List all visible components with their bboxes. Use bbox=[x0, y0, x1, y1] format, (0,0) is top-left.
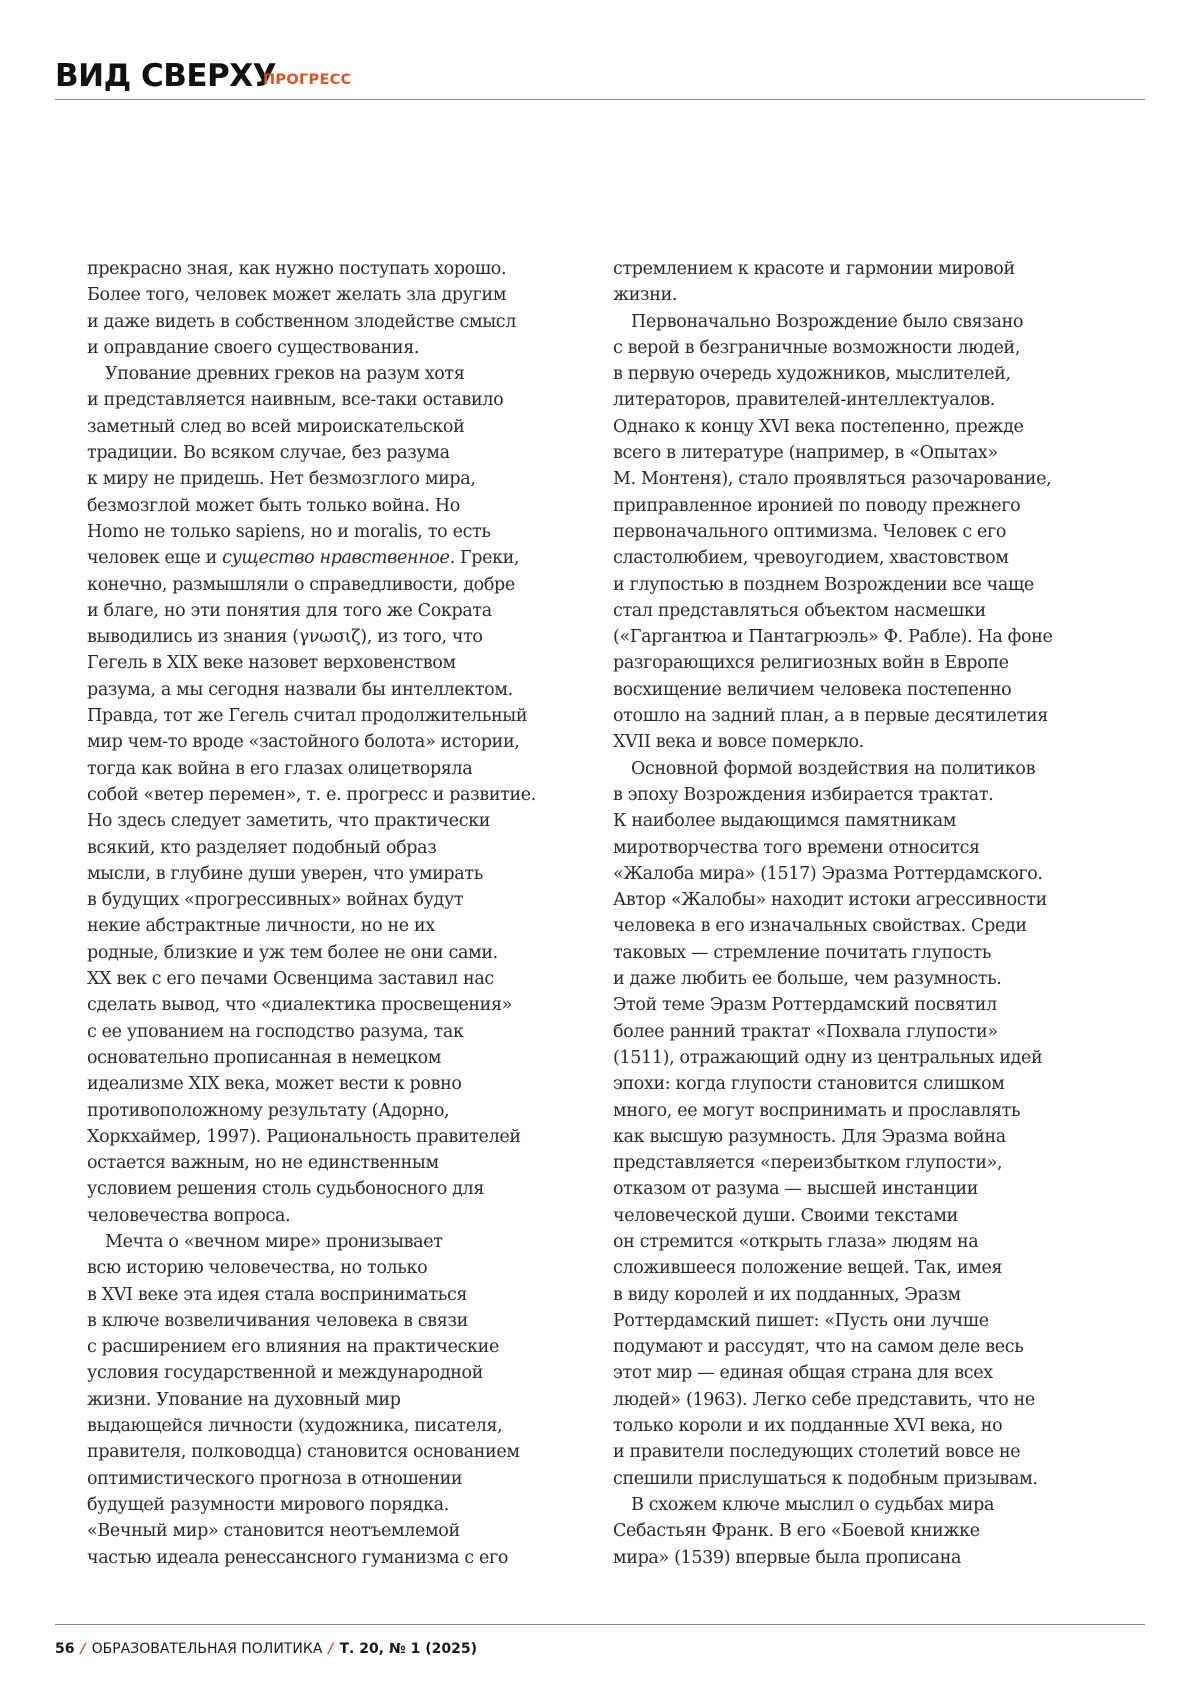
section-title: ВИД СВЕРХУ bbox=[55, 58, 276, 94]
text-line: конечно, размышляли о справедливости, добре bbox=[87, 572, 536, 598]
text-line: первоначального оптимизма. Человек с его bbox=[613, 519, 1053, 545]
text-line: основательно прописанная в немецком bbox=[87, 1045, 536, 1071]
text-line: XVII века и вовсе померкло. bbox=[613, 729, 1053, 755]
text-line: «Вечный мир» становится неотъемлемой bbox=[87, 1518, 536, 1544]
text-line: в будущих «прогрессивных» войнах будут bbox=[87, 887, 536, 913]
text-line: Первоначально Возрождение было связано bbox=[613, 309, 1053, 335]
text-line: в первую очередь художников, мыслителей, bbox=[613, 361, 1053, 387]
text-line: Гегель в XIX веке назовет верховенством bbox=[87, 650, 536, 676]
text-line: восхищение величием человека постепенно bbox=[613, 677, 1053, 703]
text-line: стремлением к красоте и гармонии мировой bbox=[613, 256, 1053, 282]
text-line: этот мир — единая общая страна для всех bbox=[613, 1360, 1053, 1386]
text-line: В схожем ключе мыслил о судьбах мира bbox=[613, 1492, 1053, 1518]
text-line: Упование древних греков на разум хотя bbox=[87, 361, 536, 387]
text-line: человека в его изначальных свойствах. Среди bbox=[613, 913, 1053, 939]
text-line: в ключе возвеличивания человека в связи bbox=[87, 1308, 536, 1334]
text-line: человек еще и существо нравственное. Греки, bbox=[87, 545, 536, 571]
text-line: К наиболее выдающимся памятникам bbox=[613, 808, 1053, 834]
text-line: жизни. bbox=[613, 282, 1053, 308]
text-line: некие абстрактные личности, но не их bbox=[87, 913, 536, 939]
text-line: мир чем-то вроде «застойного болота» истории, bbox=[87, 729, 536, 755]
rubric-label: ПРОГРЕСС bbox=[263, 72, 352, 88]
text-line: подумают и рассудят, что на самом деле весь bbox=[613, 1334, 1053, 1360]
text-line: и правители последующих столетий вовсе не bbox=[613, 1439, 1053, 1465]
text-line: людей» (1963). Легко себе представить, что не bbox=[613, 1387, 1053, 1413]
text-line: Этой теме Эразм Роттердамский посвятил bbox=[613, 992, 1053, 1018]
page-number: 56 bbox=[55, 1641, 74, 1657]
text-line: правителя, полководца) становится основанием bbox=[87, 1439, 536, 1465]
text-line: Хоркхаймер, 1997). Рациональность правителей bbox=[87, 1124, 536, 1150]
text-line: Правда, тот же Гегель считал продолжительный bbox=[87, 703, 536, 729]
text-line: безмозглой может быть только война. Но bbox=[87, 493, 536, 519]
text-line: и оправдание своего существования. bbox=[87, 335, 536, 361]
text-line: собой «ветер перемен», т. е. прогресс и развитие. bbox=[87, 782, 536, 808]
text-line: Себастьян Франк. В его «Боевой книжке bbox=[613, 1518, 1053, 1544]
text-line: и даже любить ее больше, чем разумность. bbox=[613, 966, 1053, 992]
text-line: и представляется наивным, все-таки оставило bbox=[87, 387, 536, 413]
text-line: в XVI веке эта идея стала восприниматься bbox=[87, 1282, 536, 1308]
text-line: эпохи: когда глупости становится слишком bbox=[613, 1071, 1053, 1097]
text-line: традиции. Во всяком случае, без разума bbox=[87, 440, 536, 466]
text-line: («Гаргантюа и Пантагрюэль» Ф. Рабле). На фоне bbox=[613, 624, 1053, 650]
text-line: с ее упованием на господство разума, так bbox=[87, 1019, 536, 1045]
text-line: всю историю человечества, но только bbox=[87, 1255, 536, 1281]
separator-slash-1: / bbox=[80, 1641, 85, 1657]
text-line: сластолюбием, чревоугодием, хвастовством bbox=[613, 545, 1053, 571]
text-line: оптимистического прогноза в отношении bbox=[87, 1466, 536, 1492]
text-line: остается важным, но не единственным bbox=[87, 1150, 536, 1176]
text-line: М. Монтеня), стало проявляться разочарование, bbox=[613, 466, 1053, 492]
text-line: Мечта о «вечном мире» пронизывает bbox=[87, 1229, 536, 1255]
text-line: он стремится «открыть глаза» людям на bbox=[613, 1229, 1053, 1255]
text-line: Более того, человек может желать зла другим bbox=[87, 282, 536, 308]
text-line: условием решения столь судьбоносного для bbox=[87, 1176, 536, 1202]
text-line: в виду королей и их подданных, Эразм bbox=[613, 1282, 1053, 1308]
text-line: литераторов, правителей-интеллектуалов. bbox=[613, 387, 1053, 413]
text-line: Автор «Жалобы» находит истоки агрессивности bbox=[613, 887, 1053, 913]
text-line: с верой в безграничные возможности людей, bbox=[613, 335, 1053, 361]
text-line: идеализме XIX века, может вести к ровно bbox=[87, 1071, 536, 1097]
text-line: жизни. Упование на духовный мир bbox=[87, 1387, 536, 1413]
header-rule bbox=[55, 99, 1145, 100]
text-line: стал представляться объектом насмешки bbox=[613, 598, 1053, 624]
text-line: «Жалоба мира» (1517) Эразма Роттердамского. bbox=[613, 861, 1053, 887]
text-line: только короли и их подданные XVI века, но bbox=[613, 1413, 1053, 1439]
page-footer bbox=[55, 1641, 477, 1657]
text-line: сложившееся положение вещей. Так, имея bbox=[613, 1255, 1053, 1281]
text-line: мысли, в глубине души уверен, что умирать bbox=[87, 861, 536, 887]
text-line: Роттердамский пишет: «Пусть они лучше bbox=[613, 1308, 1053, 1334]
text-line: условия государственной и международной bbox=[87, 1360, 536, 1386]
journal-name: ОБРАЗОВАТЕЛЬНАЯ ПОЛИТИКА bbox=[92, 1641, 323, 1657]
separator-slash-2: / bbox=[328, 1641, 333, 1657]
text-line: прекрасно зная, как нужно поступать хорошо. bbox=[87, 256, 536, 282]
text-line: Homo не только sapiens, но и moralis, то есть bbox=[87, 519, 536, 545]
text-line: XX век с его печами Освенцима заставил нас bbox=[87, 966, 536, 992]
text-line: тогда как война в его глазах олицетворяла bbox=[87, 756, 536, 782]
text-line: спешили прислушаться к подобным призывам. bbox=[613, 1466, 1053, 1492]
text-line: отошло на задний план, а в первые десятилетия bbox=[613, 703, 1053, 729]
text-line: миротворчества того времени относится bbox=[613, 835, 1053, 861]
text-line: Однако к концу XVI века постепенно, прежде bbox=[613, 414, 1053, 440]
text-line: противоположному результату (Адорно, bbox=[87, 1098, 536, 1124]
footer-rule bbox=[55, 1624, 1145, 1625]
text-line: всего в литературе (например, в «Опытах» bbox=[613, 440, 1053, 466]
text-line: заметный след во всей мироискательской bbox=[87, 414, 536, 440]
text-line: с расширением его влияния на практические bbox=[87, 1334, 536, 1360]
text-line: и глупостью в позднем Возрождении все чаще bbox=[613, 572, 1053, 598]
text-line: родные, близкие и уж тем более не они сами. bbox=[87, 940, 536, 966]
text-line: Основной формой воздействия на политиков bbox=[613, 756, 1053, 782]
text-line: отказом от разума — высшей инстанции bbox=[613, 1176, 1053, 1202]
text-line: разгорающихся религиозных войн в Европе bbox=[613, 650, 1053, 676]
text-line: выдающейся личности (художника, писателя, bbox=[87, 1413, 536, 1439]
text-line: представляется «переизбытком глупости», bbox=[613, 1150, 1053, 1176]
text-line: таковых — стремление почитать глупость bbox=[613, 940, 1053, 966]
text-line: мира» (1539) впервые была прописана bbox=[613, 1545, 1053, 1571]
text-line: много, ее могут воспринимать и прославлять bbox=[613, 1098, 1053, 1124]
text-line: частью идеала ренессансного гуманизма с его bbox=[87, 1545, 536, 1571]
text-line: как высшую разумность. Для Эразма война bbox=[613, 1124, 1053, 1150]
text-line: и даже видеть в собственном злодействе смысл bbox=[87, 309, 536, 335]
page-header bbox=[55, 58, 1145, 98]
text-line: человеческой души. Своими текстами bbox=[613, 1203, 1053, 1229]
text-line: Но здесь следует заметить, что практически bbox=[87, 808, 536, 834]
text-line: сделать вывод, что «диалектика просвещения» bbox=[87, 992, 536, 1018]
text-line: приправленное иронией по поводу прежнего bbox=[613, 493, 1053, 519]
left-column bbox=[87, 256, 536, 1571]
text-line: к миру не придешь. Нет безмозглого мира, bbox=[87, 466, 536, 492]
right-column bbox=[613, 256, 1053, 1571]
text-line: в эпоху Возрождения избирается трактат. bbox=[613, 782, 1053, 808]
text-line: выводились из знания (γνωσιζ), из того, что bbox=[87, 624, 536, 650]
text-line: более ранний трактат «Похвала глупости» bbox=[613, 1019, 1053, 1045]
text-line: всякий, кто разделяет подобный образ bbox=[87, 835, 536, 861]
text-line: разума, а мы сегодня назвали бы интеллектом. bbox=[87, 677, 536, 703]
text-line: (1511), отражающий одну из центральных идей bbox=[613, 1045, 1053, 1071]
text-line: и благе, но эти понятия для того же Сократа bbox=[87, 598, 536, 624]
issue-info: Т. 20, № 1 (2025) bbox=[339, 1641, 477, 1657]
text-line: человечества вопроса. bbox=[87, 1203, 536, 1229]
text-line: будущей разумности мирового порядка. bbox=[87, 1492, 536, 1518]
